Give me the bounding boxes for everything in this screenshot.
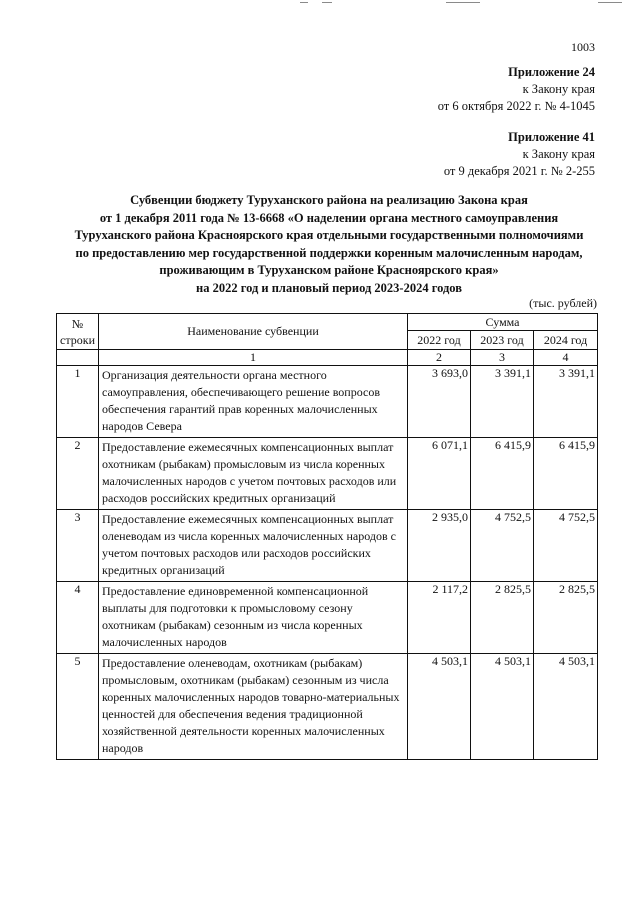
subventions-table: [56, 313, 598, 760]
title-line: проживающим в Туруханском районе Красноярского края»: [159, 263, 499, 277]
scan-top-marks: [0, 0, 635, 6]
appendix-current-law: к Закону края: [522, 82, 595, 96]
row-value-2024: 4 503,1: [534, 654, 598, 760]
index-cell: [57, 350, 99, 366]
header-year-2024: 2024 год: [534, 331, 598, 350]
page-number: 1003: [571, 40, 595, 54]
table-row: [57, 366, 598, 438]
title-line: от 1 декабря 2011 года № 13-6668 «О наделении органа местного самоуправления: [99, 210, 559, 225]
table-row: [57, 510, 598, 582]
row-value-2023: 4 503,1: [471, 654, 534, 760]
row-name: Предоставление оленеводам, охотникам (рыбакам) промысловым, охотникам (рыбакам) сезонным из числа коренных малочисленных народов товарно-материальных ценностей для обеспечения ведения традиционной хозяйственной деятельности коренных малочисленных народов: [99, 654, 408, 760]
row-value-2023: 6 415,9: [471, 438, 534, 510]
row-value-2022: 2 117,2: [408, 582, 471, 654]
row-name: Предоставление ежемесячных компенсационных выплат охотникам (рыбакам) промысловым из числа коренных малочисленных народов с учетом почтовых расходов или расходов российских кредитных организаций: [99, 438, 408, 510]
row-value-2022: 3 693,0: [408, 366, 471, 438]
row-value-2022: 6 071,1: [408, 438, 471, 510]
title-line: Субвенции бюджету Туруханского района на реализацию Закона края: [130, 193, 528, 207]
row-value-2024: 2 825,5: [534, 582, 598, 654]
header-year-2022: 2022 год: [408, 331, 471, 350]
row-name: Организация деятельности органа местного самоуправления, обеспечивающего решение вопросов обеспечения гарантий прав коренных малочисленных народов Севера: [99, 366, 408, 438]
table-row: [57, 438, 598, 510]
appendix-previous-date: от 9 декабря 2021 г. № 2-255: [443, 164, 595, 178]
table-header-row: [57, 314, 598, 331]
row-value-2024: 3 391,1: [534, 366, 598, 438]
row-value-2023: 4 752,5: [471, 510, 534, 582]
header-row-number: [57, 314, 99, 350]
row-value-2022: 4 503,1: [408, 654, 471, 760]
row-value-2023: 3 391,1: [471, 366, 534, 438]
header-row-number-line2: строки: [60, 332, 95, 347]
row-name: Предоставление единовременной компенсационной выплаты для подготовки к промысловому сезону охотникам (рыбакам) сезонным из числа коренных малочисленных народов: [99, 582, 408, 654]
title-line: Туруханского района Красноярского края отдельными государственными полномочиями: [74, 228, 584, 242]
table-row: [57, 654, 598, 760]
index-cell: 2: [408, 350, 471, 366]
title-line: на 2022 год и плановый период 2023-2024 годов: [196, 280, 462, 295]
header-sum: Сумма: [408, 314, 598, 331]
index-cell: 1: [99, 350, 408, 366]
units-label: (тыс. рублей): [529, 296, 597, 310]
header-year-2023: 2023 год: [471, 331, 534, 350]
row-number: 3: [57, 510, 99, 582]
row-value-2023: 2 825,5: [471, 582, 534, 654]
row-value-2022: 2 935,0: [408, 510, 471, 582]
header-name: Наименование субвенции: [99, 314, 408, 350]
title-line: по предоставлению мер государственной поддержки коренным малочисленным народам,: [75, 245, 583, 260]
header-row-number-line1: №: [71, 316, 84, 331]
table-index-row: [57, 350, 598, 366]
document-title: [48, 192, 610, 297]
row-number: 5: [57, 654, 99, 760]
row-number: 4: [57, 582, 99, 654]
row-number: 1: [57, 366, 99, 438]
index-cell: 4: [534, 350, 598, 366]
appendix-current-date: от 6 октября 2022 г. № 4-1045: [437, 99, 595, 113]
appendix-previous-title: Приложение 41: [508, 130, 595, 144]
row-number: 2: [57, 438, 99, 510]
row-value-2024: 4 752,5: [534, 510, 598, 582]
row-name: Предоставление ежемесячных компенсационных выплат оленеводам из числа коренных малочисленных народов с учетом почтовых расходов или расходов российских кредитных организаций: [99, 510, 408, 582]
appendix-current: [438, 64, 595, 115]
appendix-previous-law: к Закону края: [522, 147, 595, 161]
row-value-2024: 6 415,9: [534, 438, 598, 510]
table-row: [57, 582, 598, 654]
index-cell: 3: [471, 350, 534, 366]
appendix-previous: [444, 129, 595, 180]
appendix-current-title: Приложение 24: [508, 65, 595, 79]
